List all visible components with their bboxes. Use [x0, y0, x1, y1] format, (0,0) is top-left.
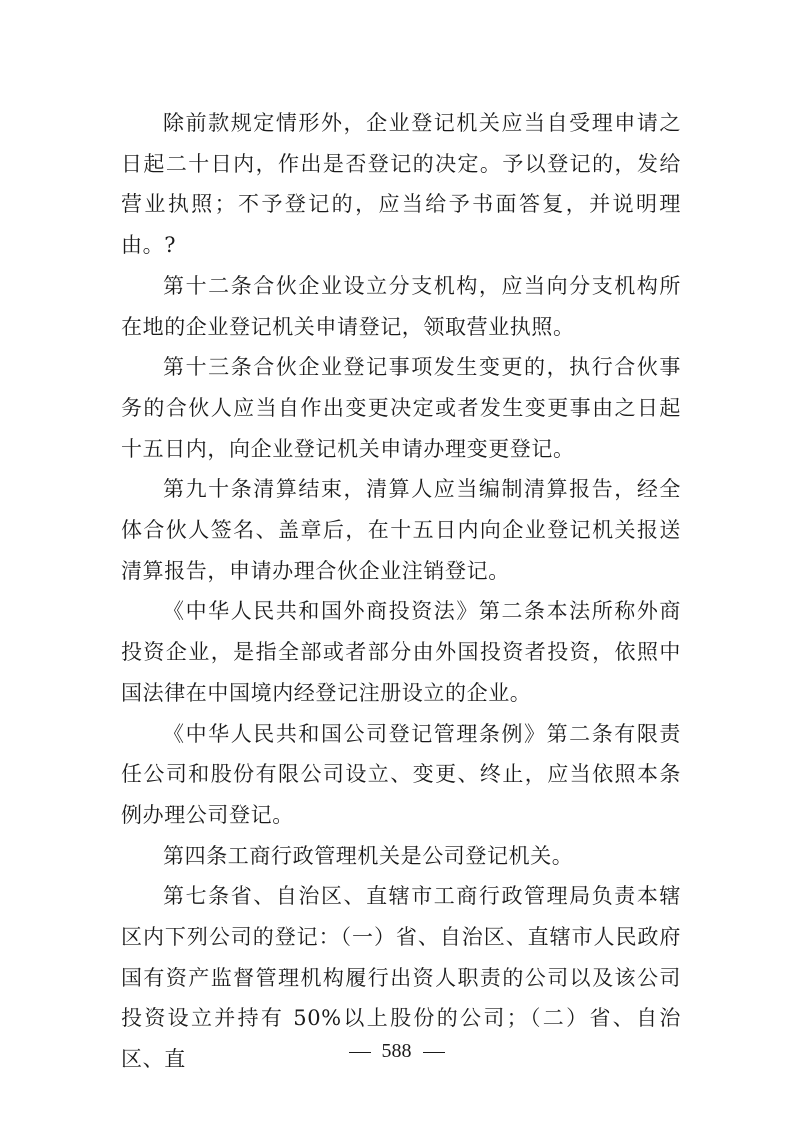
page-number: 588	[381, 1040, 412, 1062]
page-footer	[0, 1040, 793, 1063]
footer-dash-left	[349, 1052, 371, 1053]
body-text	[121, 103, 681, 1080]
paragraph-6: 《中华人民共和国公司登记管理条例》第二条有限责任公司和股份有限公司设立、变更、终止，应当依照本条例办理公司登记。	[121, 721, 681, 827]
paragraph-5: 《中华人民共和国外商投资法》第二条本法所称外商投资企业，是指全部或者部分由外国投资者投资，依照中国法律在中国境内经登记注册设立的企业。	[121, 599, 681, 705]
paragraph-7: 第四条工商行政管理机关是公司登记机关。	[163, 843, 574, 868]
footer-dash-right	[423, 1052, 445, 1053]
paragraph-1: 除前款规定情形外，企业登记机关应当自受理申请之日起二十日内，作出是否登记的决定。予以登记的，发给营业执照；不予登记的，应当给予书面答复，并说明理由。?	[121, 111, 681, 258]
paragraph-8: 第七条省、自治区、直辖市工商行政管理局负责本辖区内下列公司的登记：（一）省、自治区、直辖市人民政府国有资产监督管理机构履行出资人职责的公司以及该公司投资设立并持有 50%以上股份的公司；（二）省、自治区、直	[121, 884, 681, 1072]
paragraph-2: 第十二条合伙企业设立分支机构，应当向分支机构所在地的企业登记机关申请登记，领取营业执照。	[121, 273, 681, 339]
paragraph-4: 第九十条清算结束，清算人应当编制清算报告，经全体合伙人签名、盖章后，在十五日内向企业登记机关报送清算报告，申请办理合伙企业注销登记。	[121, 477, 681, 583]
paragraph-3: 第十三条合伙企业登记事项发生变更的，执行合伙事务的合伙人应当自作出变更决定或者发生变更事由之日起十五日内，向企业登记机关申请办理变更登记。	[121, 355, 681, 461]
